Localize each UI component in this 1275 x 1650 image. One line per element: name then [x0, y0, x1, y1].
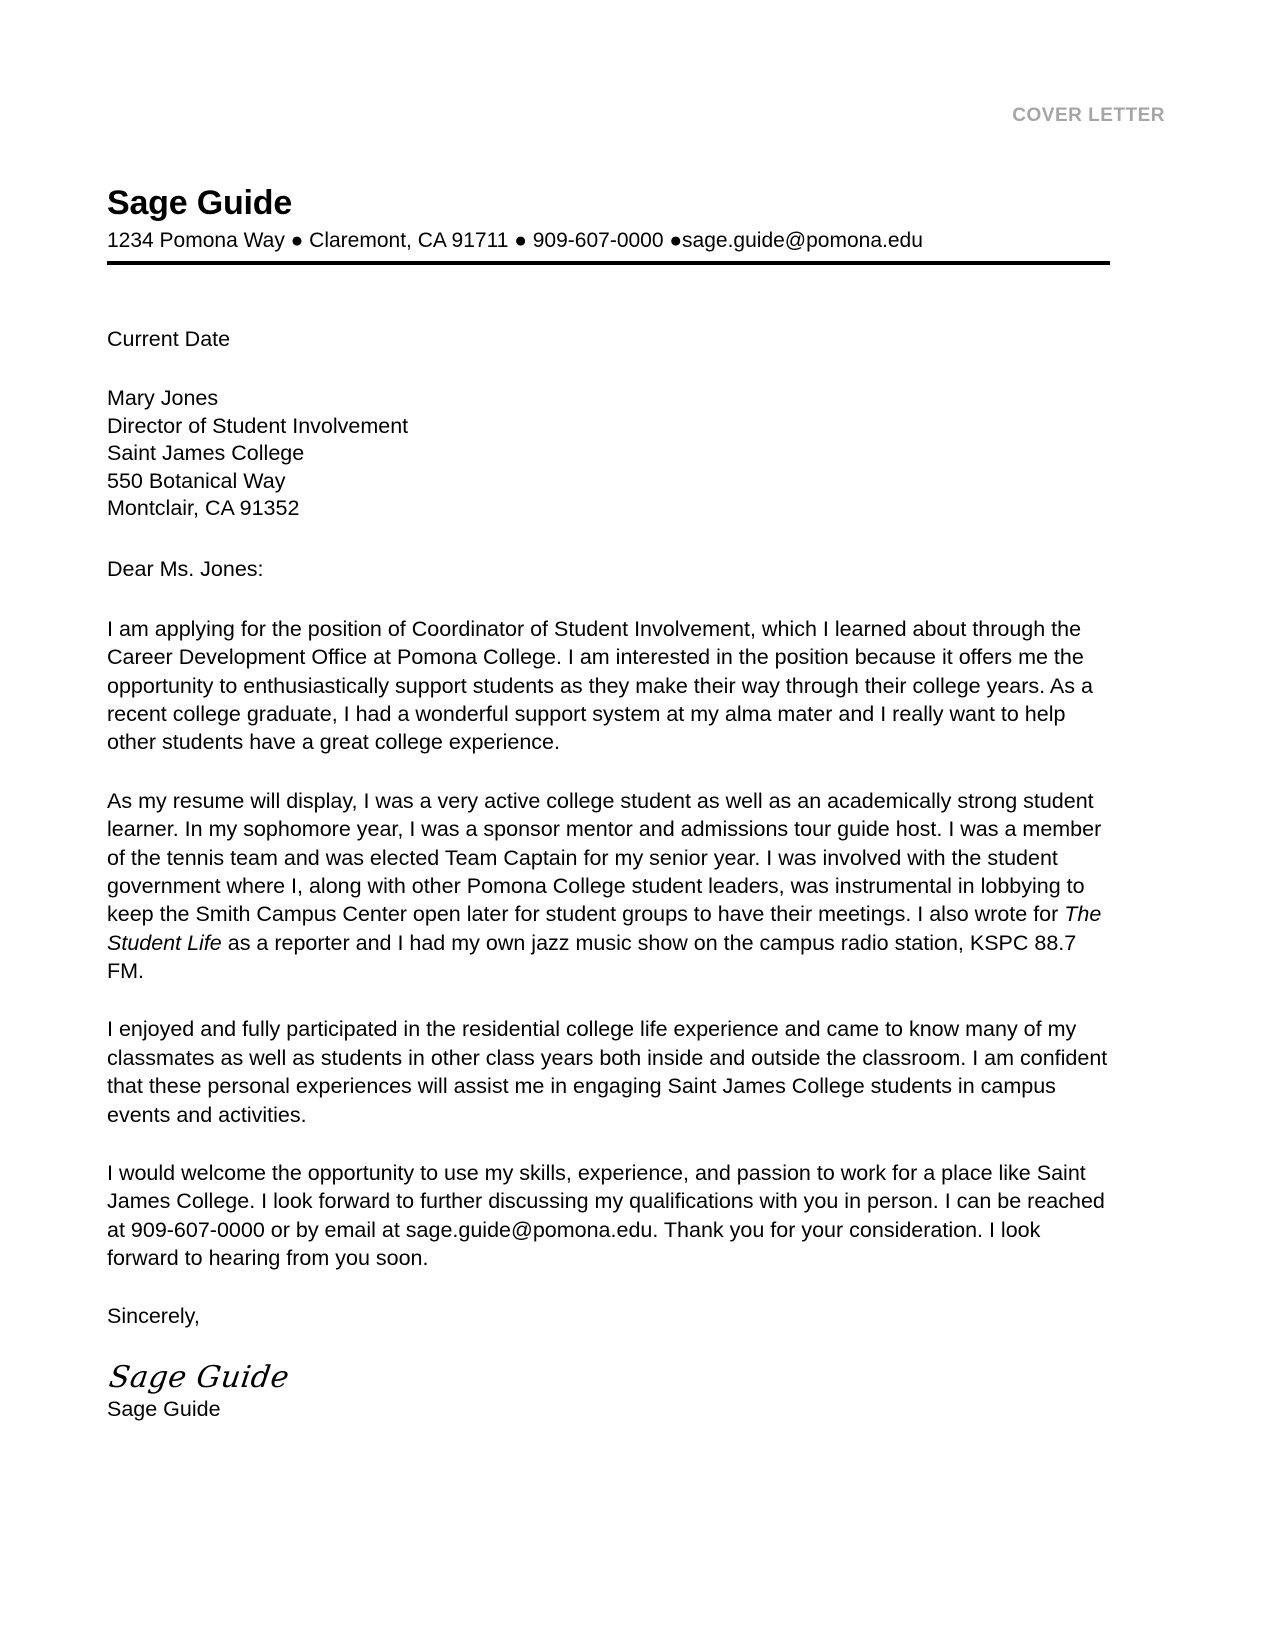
spacer: [107, 353, 1112, 385]
recipient-line-2: Director of Student Involvement: [107, 413, 409, 438]
recipient-line-3: Saint James College: [107, 441, 305, 466]
paragraph-3: I enjoyed and fully participated in the residential college life experience and came to know many of my classmates as well as students in other class years both inside and outside the classroom. I am confident that these personal experiences will assist me in engaging Saint James College students in campus events and activities.: [107, 1017, 1108, 1127]
spacer: [107, 1272, 1112, 1302]
spacer: [107, 1129, 1112, 1159]
recipient-address-block: [107, 385, 1112, 523]
spacer: [107, 757, 1112, 787]
recipient-line-4: 550 Botanical Way: [107, 468, 286, 493]
paragraph-1: I am applying for the position of Coordinator of Student Involvement, which I learned about through the Career Development Office at Pomona College. I am interested in the position because it offers me the opportunity to enthusiastically support students as they make their way through their college years. As a recent college graduate, I had a wonderful support system at my alma mater and I really want to help other students have a great college experience.: [107, 616, 1093, 755]
paragraph-2: [107, 787, 1112, 986]
letter-date: Current Date: [107, 326, 231, 351]
salutation: Dear Ms. Jones:: [107, 556, 264, 581]
paragraph-2-after: as a reporter and I had my own jazz music show on the campus radio station, KSPC 88.7 FM.: [107, 930, 1077, 984]
sender-name: Sage Guide: [107, 184, 293, 222]
header-divider: [107, 261, 1110, 265]
paragraph-2-before: As my resume will display, I was a very active college student as well as an academically strong student learner. In my sophomore year, I was a sponsor mentor and admissions tour guide host. I was a member of the tennis team and was elected Team Captain for my senior year. I was involved with the student government where I, along with other Pomona College student leaders, was instrumental in lobbying to keep the Smith Campus Center open later for student groups to have their meetings. I also wrote for: [107, 788, 1102, 927]
publication-title: The Student Life: [107, 902, 1102, 955]
signature-printed-name: Sage Guide: [107, 1396, 221, 1421]
closing: Sincerely,: [107, 1304, 200, 1329]
letter-body: [107, 185, 1112, 1424]
sender-contact-line: 1234 Pomona Way ● Claremont, CA 91711 ● 909-607-0000 ●sage.guide@pomona.edu: [107, 229, 923, 253]
letter-content: [107, 325, 1112, 1424]
paragraph-4: I would welcome the opportunity to use my skills, experience, and passion to work for a place like Saint James College. I look forward to further discussing my qualifications with you in person. I can be reached at 909-607-0000 or by email at sage.guide@pomona.edu. Thank you for your consideration. I look forward to hearing from you soon.: [107, 1160, 1105, 1271]
spacer: [107, 583, 1112, 615]
spacer: [107, 1331, 1112, 1361]
spacer: [107, 985, 1112, 1015]
spacer: [107, 523, 1112, 555]
document-type-label: COVER LETTER: [1012, 105, 1165, 126]
recipient-line-1: Mary Jones: [107, 386, 219, 411]
recipient-line-5: Montclair, CA 91352: [107, 496, 300, 521]
signature-script: Sage Guide: [106, 1359, 292, 1395]
